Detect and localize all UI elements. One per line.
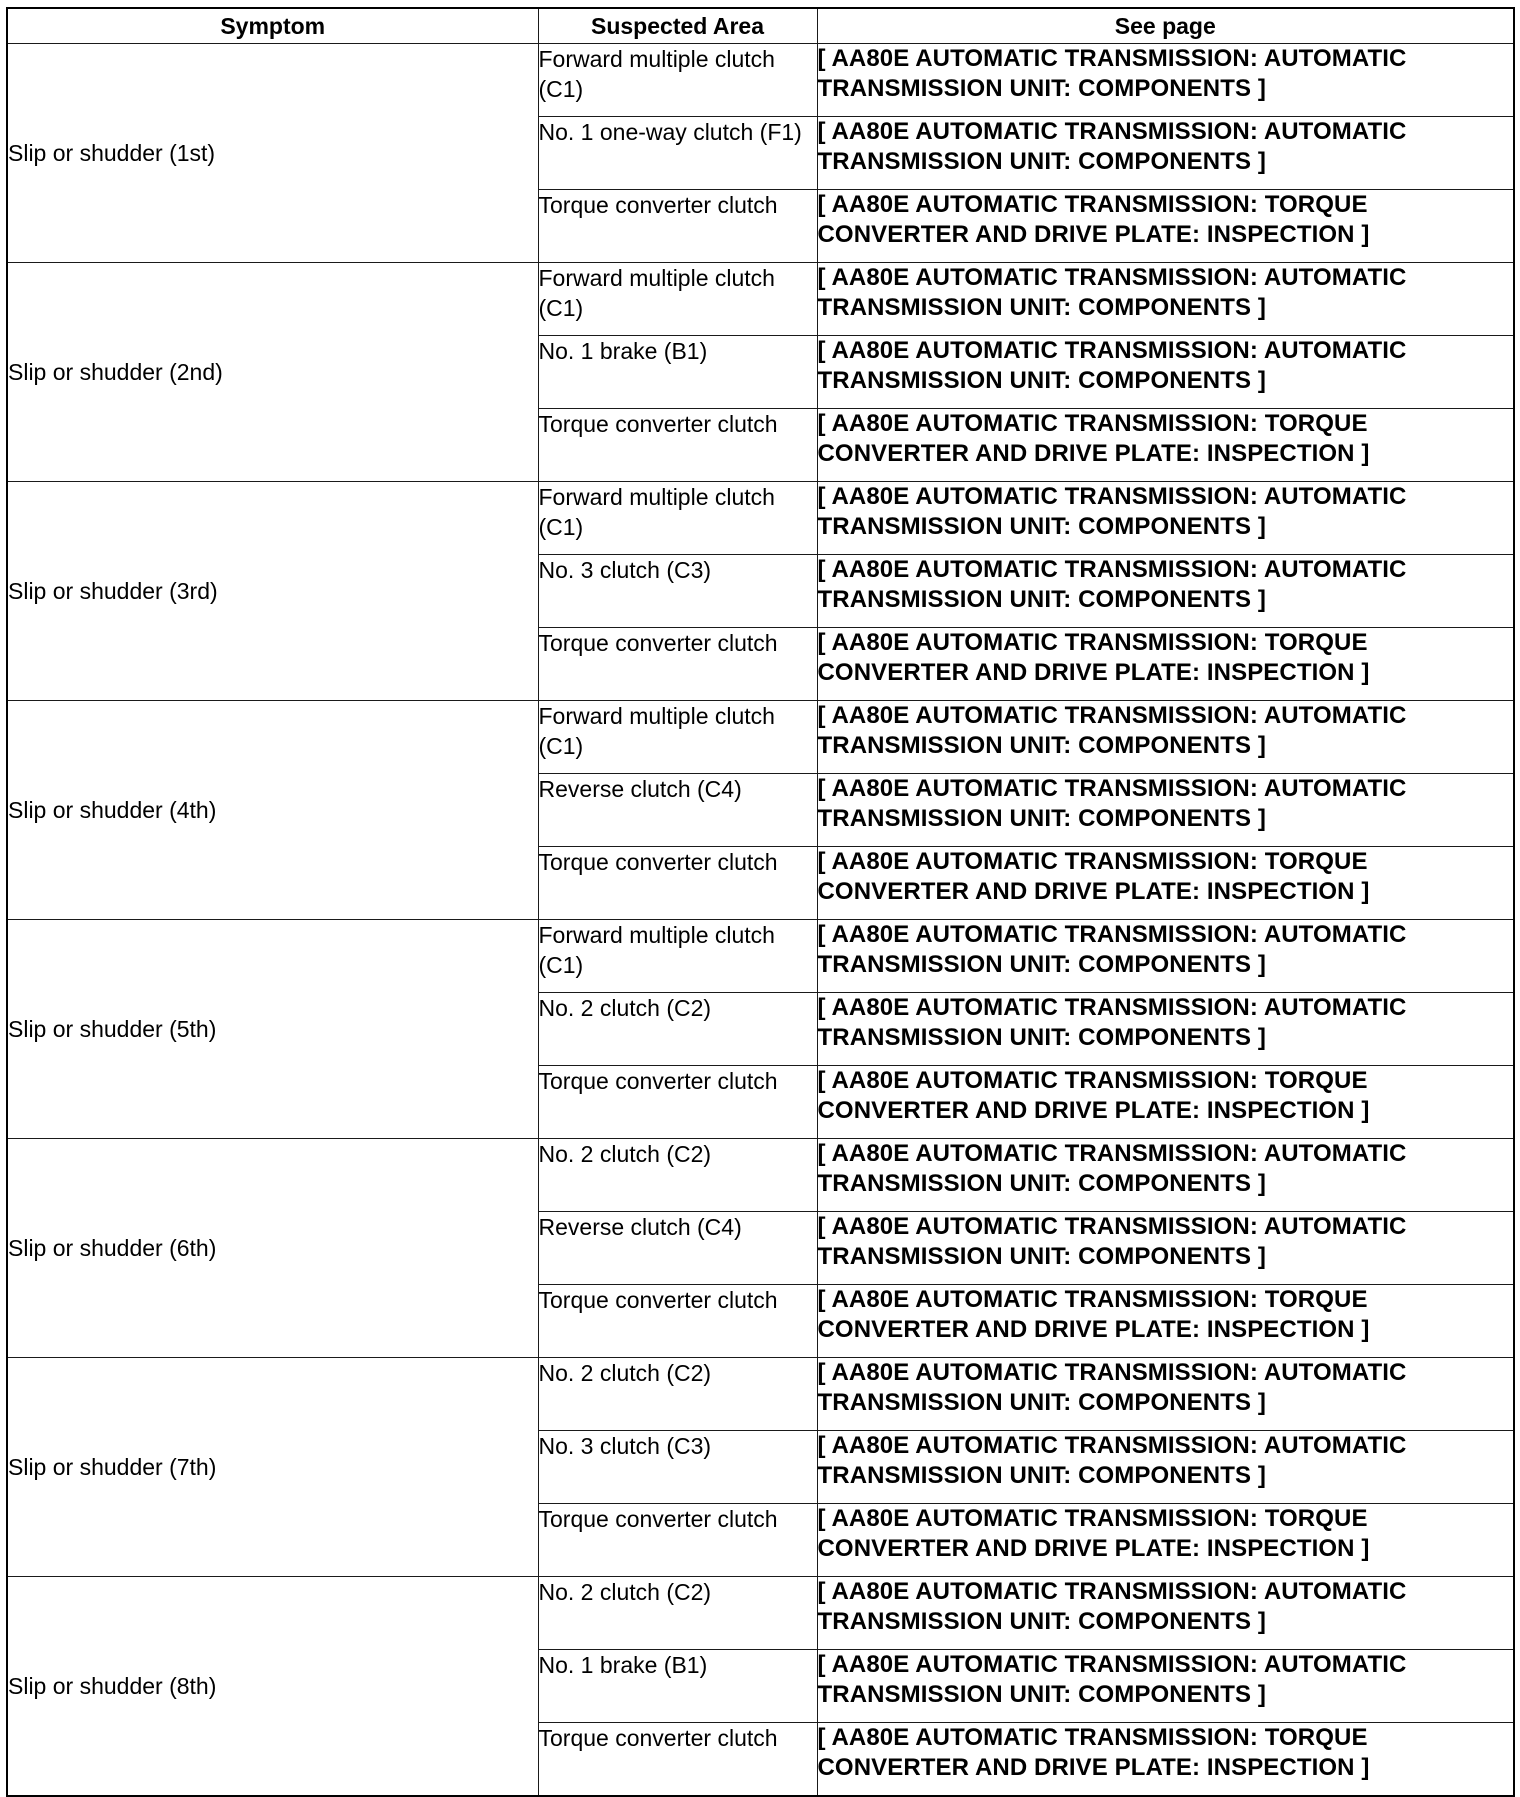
suspected-area-cell: No. 2 clutch (C2)	[538, 993, 817, 1066]
symptom-cell: Slip or shudder (6th)	[7, 1139, 538, 1358]
symptom-table	[6, 7, 1515, 1797]
see-page-reference[interactable]: [ AA80E AUTOMATIC TRANSMISSION: AUTOMATIC TRANSMISSION UNIT: COMPONENTS ]	[817, 44, 1514, 117]
suspected-area-cell: No. 2 clutch (C2)	[538, 1577, 817, 1650]
header-see-page: See page	[817, 8, 1514, 44]
see-page-reference[interactable]: [ AA80E AUTOMATIC TRANSMISSION: TORQUE CONVERTER AND DRIVE PLATE: INSPECTION ]	[817, 847, 1514, 920]
suspected-area-cell: No. 1 one-way clutch (F1)	[538, 117, 817, 190]
suspected-area-cell: Forward multiple clutch (C1)	[538, 701, 817, 774]
suspected-area-cell: No. 3 clutch (C3)	[538, 555, 817, 628]
table-row	[7, 44, 1514, 117]
see-page-reference[interactable]: [ AA80E AUTOMATIC TRANSMISSION: TORQUE CONVERTER AND DRIVE PLATE: INSPECTION ]	[817, 1066, 1514, 1139]
suspected-area-cell: Torque converter clutch	[538, 1723, 817, 1797]
table-row	[7, 701, 1514, 774]
symptom-cell: Slip or shudder (5th)	[7, 920, 538, 1139]
suspected-area-cell: Torque converter clutch	[538, 409, 817, 482]
header-row	[7, 8, 1514, 44]
see-page-reference[interactable]: [ AA80E AUTOMATIC TRANSMISSION: TORQUE CONVERTER AND DRIVE PLATE: INSPECTION ]	[817, 190, 1514, 263]
symptom-cell: Slip or shudder (4th)	[7, 701, 538, 920]
suspected-area-cell: Torque converter clutch	[538, 190, 817, 263]
suspected-area-cell: Forward multiple clutch (C1)	[538, 482, 817, 555]
table-row	[7, 1139, 1514, 1212]
suspected-area-cell: No. 3 clutch (C3)	[538, 1431, 817, 1504]
table-body	[7, 44, 1514, 1797]
suspected-area-cell: No. 1 brake (B1)	[538, 336, 817, 409]
see-page-reference[interactable]: [ AA80E AUTOMATIC TRANSMISSION: AUTOMATIC TRANSMISSION UNIT: COMPONENTS ]	[817, 1431, 1514, 1504]
see-page-reference[interactable]: [ AA80E AUTOMATIC TRANSMISSION: AUTOMATIC TRANSMISSION UNIT: COMPONENTS ]	[817, 993, 1514, 1066]
suspected-area-cell: No. 2 clutch (C2)	[538, 1139, 817, 1212]
see-page-reference[interactable]: [ AA80E AUTOMATIC TRANSMISSION: AUTOMATIC TRANSMISSION UNIT: COMPONENTS ]	[817, 1139, 1514, 1212]
suspected-area-cell: Torque converter clutch	[538, 1066, 817, 1139]
see-page-reference[interactable]: [ AA80E AUTOMATIC TRANSMISSION: AUTOMATIC TRANSMISSION UNIT: COMPONENTS ]	[817, 920, 1514, 993]
symptom-cell: Slip or shudder (7th)	[7, 1358, 538, 1577]
see-page-reference[interactable]: [ AA80E AUTOMATIC TRANSMISSION: AUTOMATIC TRANSMISSION UNIT: COMPONENTS ]	[817, 555, 1514, 628]
table-row	[7, 1358, 1514, 1431]
see-page-reference[interactable]: [ AA80E AUTOMATIC TRANSMISSION: AUTOMATIC TRANSMISSION UNIT: COMPONENTS ]	[817, 1577, 1514, 1650]
document-page	[6, 7, 1515, 1797]
see-page-reference[interactable]: [ AA80E AUTOMATIC TRANSMISSION: AUTOMATIC TRANSMISSION UNIT: COMPONENTS ]	[817, 482, 1514, 555]
suspected-area-cell: No. 1 brake (B1)	[538, 1650, 817, 1723]
suspected-area-cell: Forward multiple clutch (C1)	[538, 263, 817, 336]
see-page-reference[interactable]: [ AA80E AUTOMATIC TRANSMISSION: AUTOMATIC TRANSMISSION UNIT: COMPONENTS ]	[817, 1650, 1514, 1723]
suspected-area-cell: Reverse clutch (C4)	[538, 774, 817, 847]
symptom-cell: Slip or shudder (1st)	[7, 44, 538, 263]
see-page-reference[interactable]: [ AA80E AUTOMATIC TRANSMISSION: AUTOMATIC TRANSMISSION UNIT: COMPONENTS ]	[817, 1358, 1514, 1431]
table-row	[7, 1577, 1514, 1650]
suspected-area-cell: Torque converter clutch	[538, 1285, 817, 1358]
symptom-cell: Slip or shudder (2nd)	[7, 263, 538, 482]
symptom-cell: Slip or shudder (3rd)	[7, 482, 538, 701]
suspected-area-cell: Forward multiple clutch (C1)	[538, 920, 817, 993]
see-page-reference[interactable]: [ AA80E AUTOMATIC TRANSMISSION: AUTOMATIC TRANSMISSION UNIT: COMPONENTS ]	[817, 701, 1514, 774]
table-row	[7, 263, 1514, 336]
see-page-reference[interactable]: [ AA80E AUTOMATIC TRANSMISSION: TORQUE CONVERTER AND DRIVE PLATE: INSPECTION ]	[817, 1504, 1514, 1577]
see-page-reference[interactable]: [ AA80E AUTOMATIC TRANSMISSION: AUTOMATIC TRANSMISSION UNIT: COMPONENTS ]	[817, 774, 1514, 847]
see-page-reference[interactable]: [ AA80E AUTOMATIC TRANSMISSION: AUTOMATIC TRANSMISSION UNIT: COMPONENTS ]	[817, 117, 1514, 190]
see-page-reference[interactable]: [ AA80E AUTOMATIC TRANSMISSION: TORQUE CONVERTER AND DRIVE PLATE: INSPECTION ]	[817, 1723, 1514, 1797]
table-header	[7, 8, 1514, 44]
suspected-area-cell: Reverse clutch (C4)	[538, 1212, 817, 1285]
see-page-reference[interactable]: [ AA80E AUTOMATIC TRANSMISSION: AUTOMATIC TRANSMISSION UNIT: COMPONENTS ]	[817, 336, 1514, 409]
header-symptom: Symptom	[7, 8, 538, 44]
suspected-area-cell: No. 2 clutch (C2)	[538, 1358, 817, 1431]
suspected-area-cell: Torque converter clutch	[538, 628, 817, 701]
suspected-area-cell: Forward multiple clutch (C1)	[538, 44, 817, 117]
see-page-reference[interactable]: [ AA80E AUTOMATIC TRANSMISSION: TORQUE CONVERTER AND DRIVE PLATE: INSPECTION ]	[817, 1285, 1514, 1358]
suspected-area-cell: Torque converter clutch	[538, 1504, 817, 1577]
see-page-reference[interactable]: [ AA80E AUTOMATIC TRANSMISSION: AUTOMATIC TRANSMISSION UNIT: COMPONENTS ]	[817, 263, 1514, 336]
header-suspected-area: Suspected Area	[538, 8, 817, 44]
see-page-reference[interactable]: [ AA80E AUTOMATIC TRANSMISSION: TORQUE CONVERTER AND DRIVE PLATE: INSPECTION ]	[817, 628, 1514, 701]
table-row	[7, 920, 1514, 993]
see-page-reference[interactable]: [ AA80E AUTOMATIC TRANSMISSION: AUTOMATIC TRANSMISSION UNIT: COMPONENTS ]	[817, 1212, 1514, 1285]
table-row	[7, 482, 1514, 555]
see-page-reference[interactable]: [ AA80E AUTOMATIC TRANSMISSION: TORQUE CONVERTER AND DRIVE PLATE: INSPECTION ]	[817, 409, 1514, 482]
suspected-area-cell: Torque converter clutch	[538, 847, 817, 920]
symptom-cell: Slip or shudder (8th)	[7, 1577, 538, 1797]
